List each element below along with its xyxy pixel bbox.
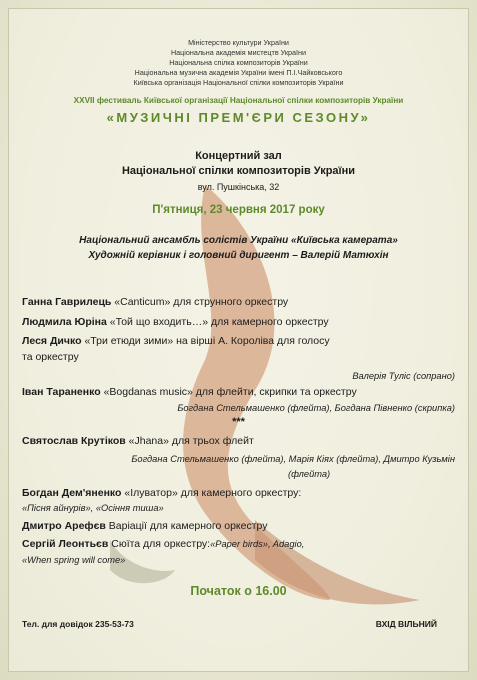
composer-name: Людмила Юріна — [22, 316, 107, 328]
work-title: «Canticum» для струнного оркестру — [114, 296, 289, 308]
venue-line1: Концертний зал — [195, 150, 282, 162]
work-title: «Bogdanas music» для флейти, скрипки та оркестру — [103, 386, 357, 398]
start-time: Початок о 16.00 — [190, 584, 287, 598]
work-title: «Jhana» для трьох флейт — [128, 435, 254, 447]
ensemble-line2: Художній керівник і головний диригент – Валерій Матюхін — [88, 250, 389, 261]
program-item-3-cont: та оркестру — [22, 351, 79, 363]
work-title-italic: «Paper birds», Adagio, — [210, 539, 305, 549]
performer-soprano: Валерія Туліс (сопрано) — [352, 371, 455, 381]
program-item-4 — [22, 386, 357, 398]
festival-title: «МУЗИЧНІ ПРЕМ'ЄРИ СЕЗОНУ» — [106, 110, 371, 125]
composer-name: Богдан Дем'яненко — [22, 487, 122, 499]
work-title: Варіації для камерного оркестру — [108, 520, 268, 532]
venue-address: вул. Пушкінська, 32 — [197, 182, 280, 192]
program-item-3 — [22, 335, 330, 347]
footer-entry: ВХІД ВІЛЬНИЙ — [375, 619, 437, 629]
performer-line-5a: Богдана Стельмашенко (флейта), Марія Кіях (флейта), Дмитро Кузьмін — [131, 454, 455, 464]
program-item-8 — [22, 538, 304, 550]
program-item-5 — [22, 435, 254, 447]
work-parts-8: «When spring will come» — [22, 555, 126, 565]
venue-line2: Національної спілки композиторів України — [121, 165, 356, 177]
work-title: Сюїта для оркестру: — [111, 538, 211, 550]
work-parts-6: «Пісня айнурів», «Осіння тиша» — [22, 503, 164, 513]
work-title: «Ілуватор» для камерного оркестру: — [124, 487, 302, 499]
concert-date: П'ятниця, 23 червня 2017 року — [152, 204, 325, 216]
composer-name: Сергій Леонтьєв — [22, 538, 109, 550]
composer-name: Леся Дичко — [22, 335, 82, 347]
festival-line: XXVII фестиваль Київської організації Національної спілки композиторів України — [73, 96, 404, 105]
composer-name: Іван Тараненко — [22, 386, 101, 398]
organizer-3: Національна спілка композиторів України — [169, 58, 308, 67]
organizer-5: Київська організація Національної спілки композиторів України — [133, 78, 344, 87]
organizer-2: Національна академія мистецтв України — [170, 48, 307, 57]
program-item-6 — [22, 487, 301, 499]
composer-name: Дмитро Арефєв — [22, 520, 106, 532]
work-title: «Три етюди зими» на вірші А. Короліва для голосу — [84, 335, 330, 347]
organizer-4: Національна музична академія України імені П.І.Чайковського — [134, 68, 343, 77]
performer-line-5b: (флейта) — [288, 469, 331, 479]
program-item-7 — [22, 520, 268, 532]
work-title: «Той що входить…» для камерного оркестру — [109, 316, 329, 328]
performer-line-4: Богдана Стельмашенко (флейта), Богдана Півненко (скрипка) — [177, 403, 455, 413]
ensemble-line1: Національний ансамбль солістів України «Київська камерата» — [79, 235, 398, 246]
composer-name: Ганна Гаврилець — [22, 296, 112, 308]
program-item-1 — [22, 296, 288, 308]
program-item-2 — [22, 316, 329, 328]
footer-phone: Тел. для довідок 235-53-73 — [22, 619, 134, 629]
organizer-1: Міністерство культури України — [188, 38, 289, 47]
program-separator: *** — [232, 416, 245, 428]
composer-name: Святослав Крутіков — [22, 435, 126, 447]
